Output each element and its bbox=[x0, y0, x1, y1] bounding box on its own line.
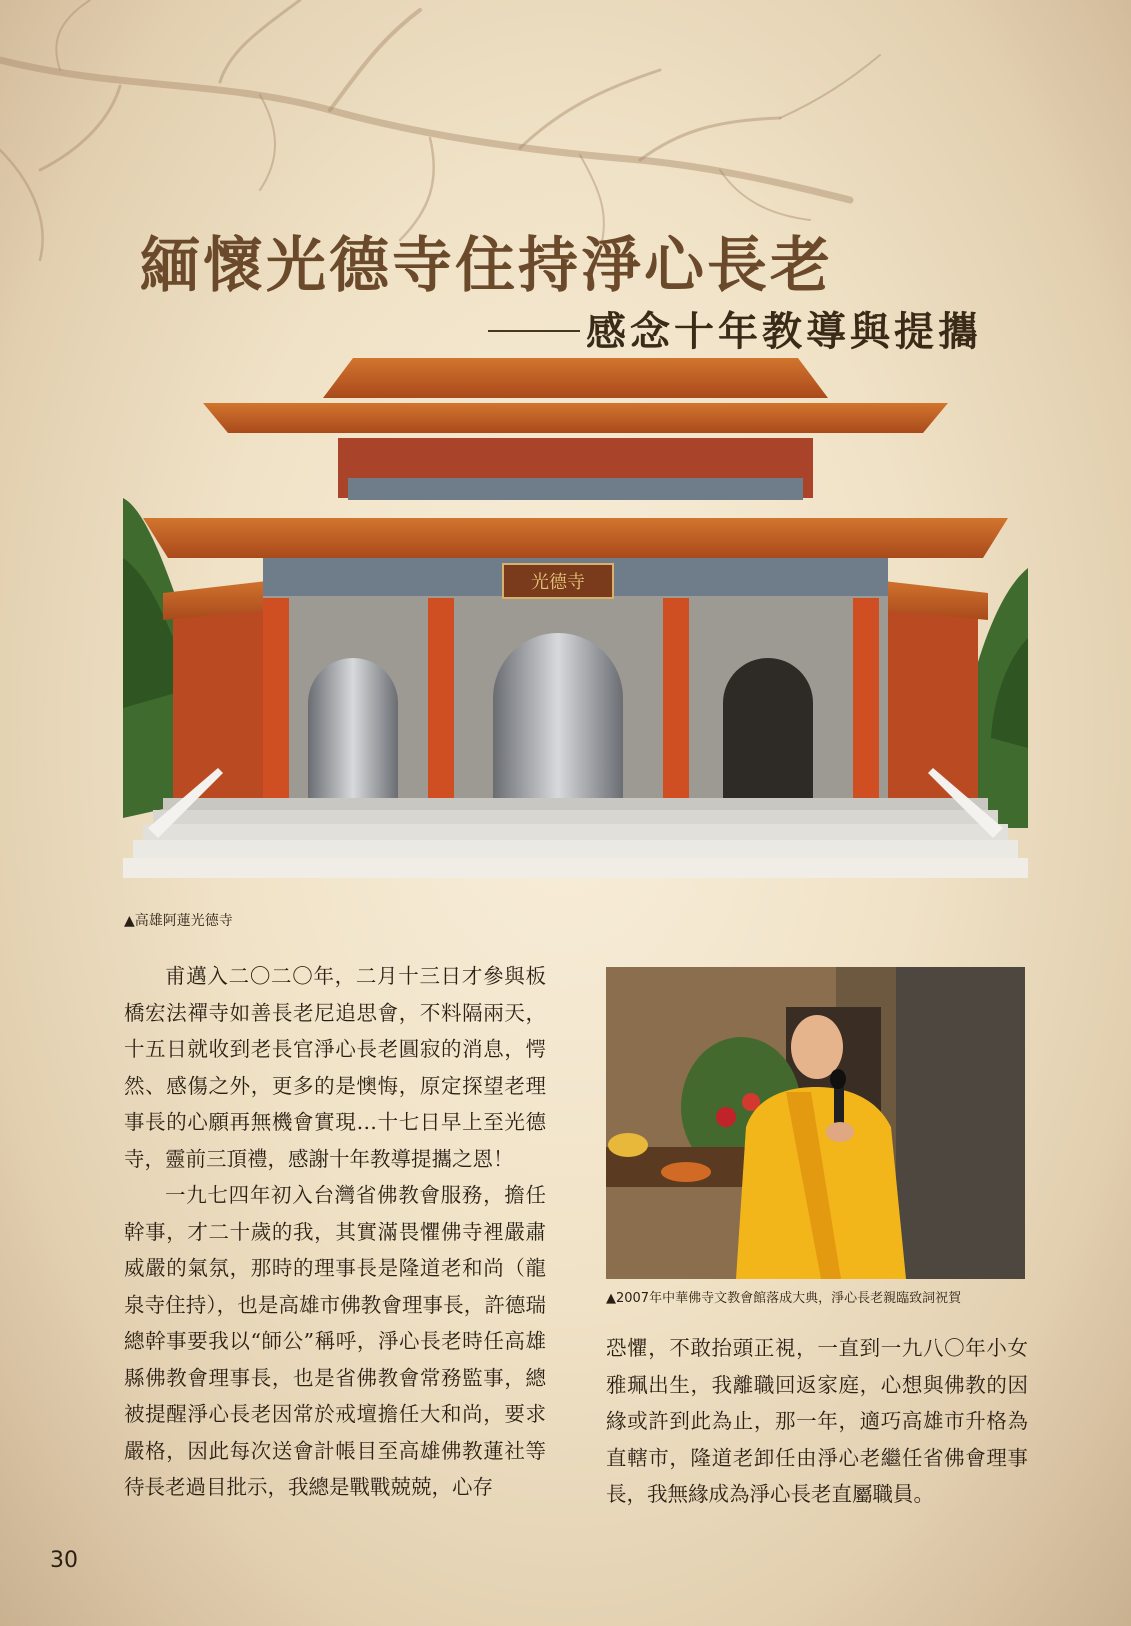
em-dash-rule bbox=[488, 330, 580, 332]
article-right-column bbox=[606, 1330, 1028, 1513]
article-subtitle: 感念十年教導與提攜 bbox=[586, 308, 982, 355]
elder-photo-caption: ▲2007年中華佛寺文教會館落成大典，淨心長老親臨致詞祝賀 bbox=[606, 1291, 962, 1306]
elder-speaking-photo bbox=[606, 967, 1025, 1279]
paragraph-1: 甫邁入二〇二〇年，二月十三日才參與板橋宏法禪寺如善長老尼追思會，不料隔兩天，十五日就收到老長官淨心長老圓寂的消息，愕然、感傷之外，更多的是懊悔，原定探望老理事長的心願再無機會實現…十七日早上至光德寺，靈前三頂禮，感謝十年教導提攜之恩！ bbox=[124, 964, 546, 1171]
temple-plaque-text: 光德寺 bbox=[531, 572, 585, 593]
page-number: 30 bbox=[50, 1548, 78, 1573]
temple-photo-caption: ▲高雄阿蓮光德寺 bbox=[124, 913, 233, 929]
article-left-column bbox=[124, 958, 546, 1506]
article-title: 緬懷光德寺住持淨心長老 bbox=[140, 231, 833, 301]
subtitle-line bbox=[488, 300, 982, 357]
paragraph-3: 恐懼，不敢抬頭正視，一直到一九八〇年小女雅珮出生，我離職回返家庭，心想與佛教的因緣或許到此為止，那一年，適巧高雄市升格為直轄市，隆道老卸任由淨心老繼任省佛會理事長，我無緣成為淨心長老直屬職員。 bbox=[606, 1336, 1028, 1506]
temple-photo bbox=[123, 358, 1028, 913]
paragraph-2: 一九七四年初入台灣省佛教會服務，擔任幹事，才二十歲的我，其實滿畏懼佛寺裡嚴肅威嚴的氣氛，那時的理事長是隆道老和尚（龍泉寺住持），也是高雄市佛教會理事長，許德瑞總幹事要我以“師公”稱呼，淨心長老時任高雄縣佛教會理事長，也是省佛教會常務監事，總被提醒淨心長老因常於戒壇擔任大和尚，要求嚴格，因此每次送會計帳目至高雄佛教蓮社等待長老過目批示，我總是戰戰兢兢，心存 bbox=[124, 1183, 546, 1499]
